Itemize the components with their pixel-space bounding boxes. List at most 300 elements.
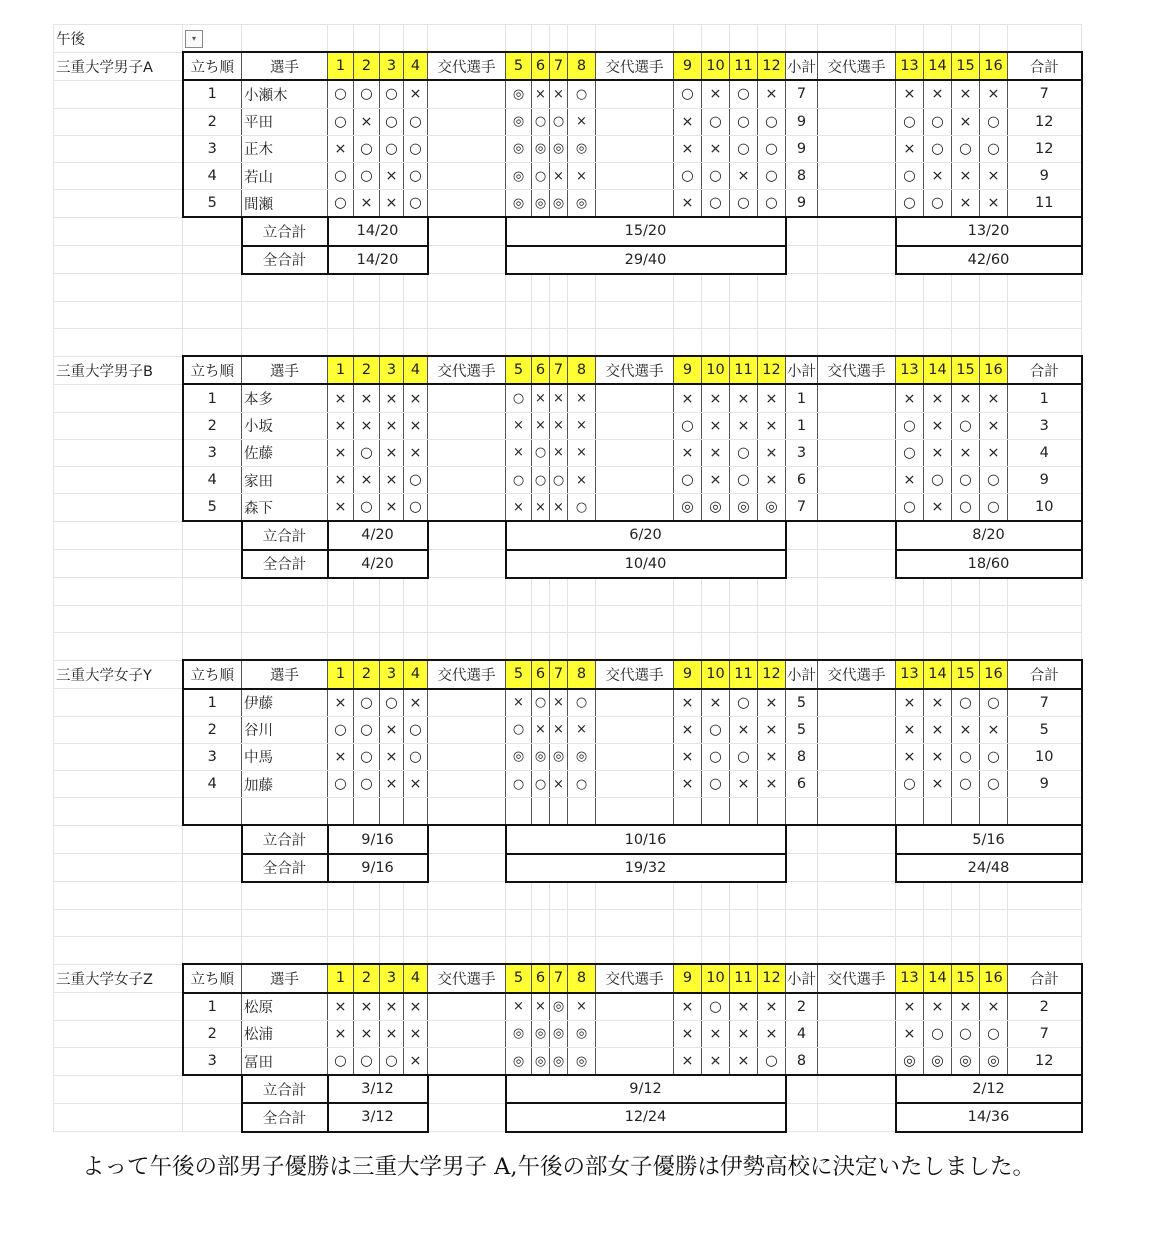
empty-cell bbox=[183, 825, 242, 853]
player-row bbox=[54, 190, 1082, 218]
substitute-cell bbox=[428, 190, 506, 218]
player-header: 選手 bbox=[242, 52, 328, 80]
shot-result: × bbox=[380, 716, 404, 743]
cumulative-total-value: 12/24 bbox=[506, 1103, 786, 1131]
shot-result: × bbox=[758, 1020, 786, 1047]
empty-cell bbox=[54, 108, 183, 135]
empty-cell bbox=[404, 301, 428, 328]
shot-number-header: 4 bbox=[404, 356, 428, 384]
shot-result: ○ bbox=[980, 108, 1008, 135]
substitute-header: 交代選手 bbox=[596, 964, 674, 992]
player-row bbox=[54, 135, 1082, 162]
empty-cell bbox=[54, 274, 183, 302]
shot-result: × bbox=[380, 1020, 404, 1047]
empty-cell bbox=[428, 937, 506, 965]
shot-result: × bbox=[404, 771, 428, 798]
player-order: 3 bbox=[183, 743, 242, 770]
substitute-cell bbox=[818, 1047, 896, 1075]
shot-result: × bbox=[952, 993, 980, 1021]
empty-cell bbox=[786, 550, 818, 578]
empty-cell bbox=[183, 1103, 242, 1131]
substitute-cell bbox=[818, 993, 896, 1021]
shot-result: × bbox=[328, 439, 354, 466]
empty-cell bbox=[550, 882, 568, 910]
shot-number-header: 1 bbox=[328, 356, 354, 384]
shot-result: ◎ bbox=[532, 743, 550, 770]
shot-number-header: 9 bbox=[674, 52, 702, 80]
shot-number-header: 16 bbox=[980, 356, 1008, 384]
shot-result: ○ bbox=[328, 190, 354, 218]
player-total: 5 bbox=[1008, 716, 1082, 743]
player-name: 正木 bbox=[242, 135, 328, 162]
substitute-cell bbox=[428, 80, 506, 108]
shot-result: ○ bbox=[354, 494, 380, 522]
shot-result: × bbox=[354, 384, 380, 412]
shot-result: ○ bbox=[702, 108, 730, 135]
shot-number-header: 9 bbox=[674, 660, 702, 688]
empty-cell bbox=[506, 25, 532, 53]
shot-number-header: 6 bbox=[532, 964, 550, 992]
substitute-cell bbox=[428, 771, 506, 798]
shot-result: × bbox=[506, 494, 532, 522]
shot-result: × bbox=[924, 689, 952, 717]
shot-result: × bbox=[924, 384, 952, 412]
player-total: 12 bbox=[1008, 108, 1082, 135]
shot-result: ○ bbox=[404, 108, 428, 135]
empty-cell bbox=[183, 550, 242, 578]
shot-result: ◎ bbox=[532, 190, 550, 218]
empty-cell bbox=[328, 882, 354, 910]
shot-result: × bbox=[924, 993, 952, 1021]
shot-result: × bbox=[924, 771, 952, 798]
player-total: 4 bbox=[1008, 439, 1082, 466]
shot-number-header: 8 bbox=[568, 52, 596, 80]
player-name: 家田 bbox=[242, 467, 328, 494]
empty-cell bbox=[54, 743, 183, 770]
shot-result: ○ bbox=[404, 467, 428, 494]
empty-cell bbox=[702, 578, 730, 606]
cumulative-total-row bbox=[54, 550, 1082, 578]
shot-result: ○ bbox=[896, 412, 924, 439]
empty-cell bbox=[1008, 301, 1082, 328]
substitute-cell bbox=[428, 108, 506, 135]
shot-result: ○ bbox=[328, 1047, 354, 1075]
empty-cell bbox=[702, 301, 730, 328]
empty-cell bbox=[428, 217, 506, 245]
empty-cell bbox=[428, 1075, 506, 1103]
shot-result: ○ bbox=[952, 1020, 980, 1047]
shot-result: × bbox=[568, 716, 596, 743]
empty-cell bbox=[242, 274, 328, 302]
shot-result: ○ bbox=[980, 467, 1008, 494]
player-order: 3 bbox=[183, 135, 242, 162]
player-name: 佐藤 bbox=[242, 439, 328, 466]
shot-result: × bbox=[404, 1020, 428, 1047]
empty-cell bbox=[550, 25, 568, 53]
empty-cell bbox=[702, 910, 730, 937]
shot-number-header: 1 bbox=[328, 964, 354, 992]
shot-result: ◎ bbox=[550, 135, 568, 162]
empty-cell bbox=[568, 578, 596, 606]
empty-cell bbox=[242, 633, 328, 661]
shot-result: × bbox=[550, 384, 568, 412]
empty-cell bbox=[952, 25, 980, 53]
player-order: 1 bbox=[183, 689, 242, 717]
empty-cell bbox=[702, 25, 730, 53]
shot-result: ○ bbox=[404, 494, 428, 522]
empty-cell bbox=[896, 605, 924, 632]
empty-cell bbox=[924, 937, 952, 965]
cumulative-total-row bbox=[54, 246, 1082, 274]
empty-cell bbox=[924, 274, 952, 302]
shot-result: × bbox=[758, 384, 786, 412]
shot-result: ○ bbox=[354, 771, 380, 798]
filter-cell[interactable] bbox=[183, 25, 242, 53]
player-row bbox=[54, 494, 1082, 522]
player-row bbox=[54, 1020, 1082, 1047]
substitute-cell bbox=[818, 108, 896, 135]
shot-result: ◎ bbox=[568, 135, 596, 162]
substitute-cell bbox=[596, 412, 674, 439]
shot-result: × bbox=[568, 439, 596, 466]
shot-result: ○ bbox=[404, 162, 428, 189]
empty-cell bbox=[354, 937, 380, 965]
player-order: 2 bbox=[183, 1020, 242, 1047]
shot-number-header: 2 bbox=[354, 964, 380, 992]
shot-result: ○ bbox=[328, 771, 354, 798]
empty-cell bbox=[550, 578, 568, 606]
shot-result: ○ bbox=[702, 162, 730, 189]
substitute-cell bbox=[818, 467, 896, 494]
shot-number-header: 2 bbox=[354, 660, 380, 688]
shot-result: × bbox=[328, 1020, 354, 1047]
substitute-header: 交代選手 bbox=[818, 52, 896, 80]
empty-cell bbox=[568, 329, 596, 357]
empty-cell bbox=[924, 910, 952, 937]
shot-result: × bbox=[404, 1047, 428, 1075]
shot-result: ○ bbox=[674, 412, 702, 439]
shot-number-header: 15 bbox=[952, 52, 980, 80]
shot-result: × bbox=[380, 494, 404, 522]
empty-cell bbox=[354, 25, 380, 53]
empty-cell bbox=[183, 521, 242, 549]
shot-number-header: 9 bbox=[674, 964, 702, 992]
shot-number-header: 3 bbox=[380, 356, 404, 384]
substitute-header: 交代選手 bbox=[596, 52, 674, 80]
shot-result: ○ bbox=[896, 439, 924, 466]
shot-result: × bbox=[924, 412, 952, 439]
empty-cell bbox=[354, 882, 380, 910]
empty-cell bbox=[506, 578, 532, 606]
player-order: 2 bbox=[183, 716, 242, 743]
shot-number-header: 12 bbox=[758, 52, 786, 80]
empty-cell bbox=[428, 301, 506, 328]
substitute-header: 交代選手 bbox=[428, 660, 506, 688]
spreadsheet bbox=[53, 24, 1083, 1133]
empty-cell bbox=[54, 467, 183, 494]
empty-cell bbox=[818, 882, 896, 910]
empty-cell bbox=[54, 190, 183, 218]
shot-result: × bbox=[702, 80, 730, 108]
player-order: 5 bbox=[183, 494, 242, 522]
shot-number-header: 10 bbox=[702, 52, 730, 80]
shot-result: × bbox=[404, 80, 428, 108]
shot-result: ○ bbox=[952, 494, 980, 522]
shot-result: ◎ bbox=[568, 743, 596, 770]
spacer-row bbox=[54, 274, 1082, 302]
player-subtotal: 1 bbox=[786, 384, 818, 412]
shot-result: × bbox=[896, 467, 924, 494]
shot-result: × bbox=[568, 993, 596, 1021]
empty-cell bbox=[730, 301, 758, 328]
shot-result: ○ bbox=[758, 1047, 786, 1075]
shot-result: × bbox=[702, 1020, 730, 1047]
shot-result: × bbox=[702, 384, 730, 412]
empty-cell bbox=[730, 274, 758, 302]
substitute-cell bbox=[818, 412, 896, 439]
shot-result: × bbox=[380, 743, 404, 770]
empty-cell bbox=[596, 633, 674, 661]
empty-cell bbox=[354, 910, 380, 937]
player-total: 7 bbox=[1008, 1020, 1082, 1047]
shot-number-header: 8 bbox=[568, 964, 596, 992]
player-order: 2 bbox=[183, 108, 242, 135]
empty-cell bbox=[380, 25, 404, 53]
empty-cell bbox=[428, 910, 506, 937]
shot-result: × bbox=[758, 80, 786, 108]
shot-result: ○ bbox=[896, 494, 924, 522]
empty-cell bbox=[183, 274, 242, 302]
empty-cell bbox=[924, 301, 952, 328]
cumulative-total-value: 29/40 bbox=[506, 246, 786, 274]
empty-cell bbox=[568, 882, 596, 910]
empty-cell bbox=[183, 217, 242, 245]
empty-cell bbox=[818, 25, 896, 53]
substitute-cell bbox=[818, 80, 896, 108]
shot-result: ○ bbox=[354, 439, 380, 466]
empty-cell bbox=[786, 1075, 818, 1103]
empty-cell bbox=[568, 910, 596, 937]
substitute-cell bbox=[428, 412, 506, 439]
shot-result: ◎ bbox=[702, 494, 730, 522]
shot-number-header: 5 bbox=[506, 356, 532, 384]
empty-cell bbox=[532, 882, 550, 910]
shot-number-header: 6 bbox=[532, 660, 550, 688]
player-order: 1 bbox=[183, 384, 242, 412]
player-subtotal: 9 bbox=[786, 135, 818, 162]
empty-cell bbox=[786, 301, 818, 328]
player-total: 12 bbox=[1008, 135, 1082, 162]
shot-result: ○ bbox=[702, 716, 730, 743]
shot-result: ○ bbox=[924, 467, 952, 494]
player-row bbox=[54, 798, 1082, 826]
shot-result: × bbox=[550, 439, 568, 466]
substitute-cell bbox=[596, 80, 674, 108]
shot-result: × bbox=[380, 467, 404, 494]
shot-number-header: 10 bbox=[702, 660, 730, 688]
empty-cell bbox=[818, 521, 896, 549]
shot-result: ○ bbox=[674, 80, 702, 108]
shot-result: ○ bbox=[952, 135, 980, 162]
shot-result: ○ bbox=[380, 80, 404, 108]
spacer-row bbox=[54, 882, 1082, 910]
empty-cell bbox=[1008, 605, 1082, 632]
empty-cell bbox=[183, 605, 242, 632]
shot-result: ○ bbox=[568, 771, 596, 798]
empty-cell bbox=[818, 301, 896, 328]
empty-cell bbox=[54, 1103, 183, 1131]
substitute-header: 交代選手 bbox=[596, 660, 674, 688]
empty-cell bbox=[54, 162, 183, 189]
shot-result: × bbox=[532, 716, 550, 743]
shot-result: × bbox=[532, 412, 550, 439]
shot-result: ○ bbox=[758, 162, 786, 189]
shot-result: × bbox=[550, 412, 568, 439]
cumulative-total-value: 42/60 bbox=[896, 246, 1082, 274]
shot-result: ○ bbox=[952, 412, 980, 439]
empty-cell bbox=[952, 882, 980, 910]
player-row bbox=[54, 439, 1082, 466]
empty-cell bbox=[818, 329, 896, 357]
shot-result: ○ bbox=[730, 467, 758, 494]
shot-result: × bbox=[952, 108, 980, 135]
empty-cell bbox=[786, 882, 818, 910]
player-order: 3 bbox=[183, 439, 242, 466]
player-header: 選手 bbox=[242, 964, 328, 992]
team-header-row bbox=[54, 660, 1082, 688]
empty-cell bbox=[702, 633, 730, 661]
empty-cell bbox=[702, 605, 730, 632]
empty-cell bbox=[596, 910, 674, 937]
shot-number-header: 5 bbox=[506, 52, 532, 80]
shot-result: × bbox=[506, 439, 532, 466]
empty-cell bbox=[758, 274, 786, 302]
substitute-header: 交代選手 bbox=[818, 964, 896, 992]
round-total-value: 8/20 bbox=[896, 521, 1082, 549]
empty-cell bbox=[428, 854, 506, 882]
shot-result: × bbox=[380, 162, 404, 189]
empty-cell bbox=[54, 301, 183, 328]
shot-result: ○ bbox=[354, 1047, 380, 1075]
empty-cell bbox=[924, 882, 952, 910]
empty-cell bbox=[924, 578, 952, 606]
empty-cell bbox=[54, 1047, 183, 1075]
shot-result: ○ bbox=[896, 108, 924, 135]
shot-result: ○ bbox=[730, 80, 758, 108]
shot-result: × bbox=[980, 439, 1008, 466]
shot-result: × bbox=[404, 412, 428, 439]
substitute-cell bbox=[596, 384, 674, 412]
player-header: 選手 bbox=[242, 660, 328, 688]
shot-result: × bbox=[702, 135, 730, 162]
shot-number-header: 1 bbox=[328, 52, 354, 80]
shot-number-header: 3 bbox=[380, 52, 404, 80]
shot-result: × bbox=[506, 993, 532, 1021]
shot-result: × bbox=[702, 467, 730, 494]
shot-result: × bbox=[550, 162, 568, 189]
player-subtotal: 6 bbox=[786, 467, 818, 494]
empty-cell bbox=[730, 633, 758, 661]
empty-cell bbox=[568, 937, 596, 965]
empty-cell bbox=[380, 274, 404, 302]
player-row bbox=[54, 384, 1082, 412]
shot-result: ◎ bbox=[568, 190, 596, 218]
empty-cell bbox=[568, 605, 596, 632]
round-total-row bbox=[54, 521, 1082, 549]
shot-result: ◎ bbox=[550, 743, 568, 770]
empty-cell bbox=[354, 633, 380, 661]
shot-result: × bbox=[702, 1047, 730, 1075]
empty-cell bbox=[328, 301, 354, 328]
round-total-value: 6/20 bbox=[506, 521, 786, 549]
round-total-label: 立合計 bbox=[242, 1075, 328, 1103]
shot-result: × bbox=[924, 716, 952, 743]
empty-cell bbox=[896, 578, 924, 606]
shot-result: ○ bbox=[506, 716, 532, 743]
player-name: 中馬 bbox=[242, 743, 328, 770]
empty-cell bbox=[532, 329, 550, 357]
empty-cell bbox=[674, 605, 702, 632]
shot-number-header: 14 bbox=[924, 356, 952, 384]
shot-number-header: 5 bbox=[506, 660, 532, 688]
subtotal-header: 小計 bbox=[786, 356, 818, 384]
shot-result: ○ bbox=[702, 771, 730, 798]
empty-cell bbox=[183, 882, 242, 910]
shot-result: ◎ bbox=[532, 135, 550, 162]
dropdown-arrow-icon[interactable]: ▾ bbox=[185, 30, 203, 48]
empty-cell bbox=[786, 825, 818, 853]
empty-cell bbox=[568, 633, 596, 661]
player-row bbox=[54, 993, 1082, 1021]
spacer-row bbox=[54, 329, 1082, 357]
empty-cell bbox=[730, 937, 758, 965]
substitute-cell bbox=[428, 798, 506, 826]
shot-result bbox=[568, 798, 596, 826]
shot-result: × bbox=[532, 494, 550, 522]
substitute-cell bbox=[428, 135, 506, 162]
shot-result: ◎ bbox=[532, 1020, 550, 1047]
empty-cell bbox=[404, 910, 428, 937]
empty-cell bbox=[242, 578, 328, 606]
player-subtotal: 9 bbox=[786, 108, 818, 135]
shot-result: × bbox=[674, 439, 702, 466]
shot-number-header: 3 bbox=[380, 660, 404, 688]
shot-number-header: 14 bbox=[924, 660, 952, 688]
shot-result: ○ bbox=[532, 689, 550, 717]
player-total: 2 bbox=[1008, 993, 1082, 1021]
shot-number-header: 2 bbox=[354, 356, 380, 384]
title-row bbox=[54, 25, 1082, 53]
empty-cell bbox=[54, 217, 183, 245]
empty-cell bbox=[532, 578, 550, 606]
shot-result: ○ bbox=[758, 190, 786, 218]
empty-cell bbox=[54, 1075, 183, 1103]
player-order: 1 bbox=[183, 993, 242, 1021]
empty-cell bbox=[550, 274, 568, 302]
shot-result: ○ bbox=[896, 771, 924, 798]
substitute-cell bbox=[428, 743, 506, 770]
empty-cell bbox=[818, 633, 896, 661]
empty-cell bbox=[550, 937, 568, 965]
shot-number-header: 11 bbox=[730, 52, 758, 80]
empty-cell bbox=[532, 910, 550, 937]
shot-result bbox=[380, 798, 404, 826]
empty-cell bbox=[506, 301, 532, 328]
cumulative-total-label: 全合計 bbox=[242, 854, 328, 882]
spacer-row bbox=[54, 605, 1082, 632]
shot-result: × bbox=[730, 1047, 758, 1075]
empty-cell bbox=[786, 25, 818, 53]
